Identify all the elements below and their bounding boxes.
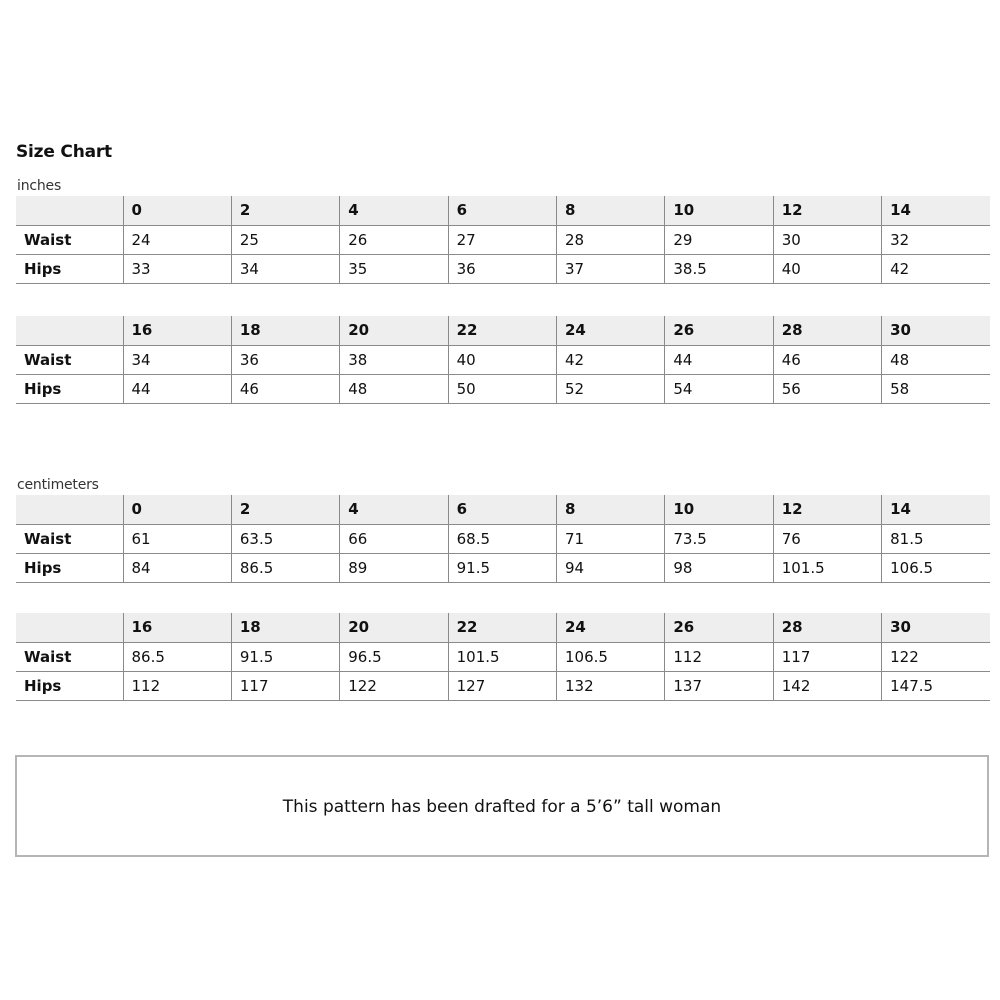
size-header-cell: 24 [557, 613, 665, 642]
size-header-cell: 30 [882, 316, 990, 345]
size-header-row [16, 316, 990, 345]
height-note-text: This pattern has been drafted for a 5’6” tall woman [282, 797, 722, 817]
measurement-value: 71 [557, 524, 665, 553]
measurement-value: 40 [448, 345, 556, 374]
measurement-row [16, 642, 990, 671]
measurement-value: 50 [448, 374, 556, 403]
measurement-value: 68.5 [448, 524, 556, 553]
measurement-value: 91.5 [231, 642, 339, 671]
measurement-value: 106.5 [557, 642, 665, 671]
measurement-value: 25 [231, 225, 339, 254]
measurement-value: 122 [340, 671, 448, 700]
measurement-value: 28 [557, 225, 665, 254]
measurement-value: 91.5 [448, 553, 556, 582]
measurement-value: 29 [665, 225, 773, 254]
size-header-cell: 8 [557, 495, 665, 524]
measurement-label: Waist [16, 225, 123, 254]
size-header-cell: 20 [340, 613, 448, 642]
centimeters-table-sizes-16-30 [16, 613, 990, 701]
measurement-row [16, 671, 990, 700]
header-corner-cell [16, 196, 123, 225]
measurement-value: 44 [665, 345, 773, 374]
measurement-value: 36 [448, 254, 556, 283]
size-header-cell: 20 [340, 316, 448, 345]
measurement-value: 122 [882, 642, 990, 671]
measurement-value: 34 [231, 254, 339, 283]
measurement-value: 117 [231, 671, 339, 700]
measurement-value: 38 [340, 345, 448, 374]
size-header-cell: 16 [123, 613, 231, 642]
size-header-cell: 2 [231, 495, 339, 524]
size-header-cell: 14 [882, 495, 990, 524]
measurement-row [16, 225, 990, 254]
measurement-value: 106.5 [882, 553, 990, 582]
measurement-label: Hips [16, 374, 123, 403]
measurement-value: 96.5 [340, 642, 448, 671]
measurement-value: 46 [773, 345, 881, 374]
size-header-row [16, 495, 990, 524]
measurement-value: 112 [665, 642, 773, 671]
size-header-cell: 6 [448, 495, 556, 524]
measurement-value: 58 [882, 374, 990, 403]
size-header-cell: 16 [123, 316, 231, 345]
size-header-cell: 30 [882, 613, 990, 642]
measurement-value: 36 [231, 345, 339, 374]
measurement-value: 46 [231, 374, 339, 403]
size-header-row [16, 196, 990, 225]
measurement-value: 37 [557, 254, 665, 283]
measurement-value: 34 [123, 345, 231, 374]
size-header-cell: 22 [448, 316, 556, 345]
measurement-value: 40 [773, 254, 881, 283]
measurement-value: 86.5 [123, 642, 231, 671]
centimeters-table-sizes-0-14 [16, 495, 990, 583]
measurement-label: Hips [16, 254, 123, 283]
size-header-cell: 26 [665, 316, 773, 345]
size-header-cell: 10 [665, 495, 773, 524]
inches-unit-label: inches [17, 178, 62, 194]
measurement-value: 86.5 [231, 553, 339, 582]
measurement-value: 52 [557, 374, 665, 403]
measurement-value: 94 [557, 553, 665, 582]
measurement-value: 84 [123, 553, 231, 582]
measurement-value: 101.5 [448, 642, 556, 671]
measurement-value: 35 [340, 254, 448, 283]
measurement-label: Hips [16, 553, 123, 582]
size-header-cell: 18 [231, 613, 339, 642]
size-header-cell: 10 [665, 196, 773, 225]
measurement-value: 76 [773, 524, 881, 553]
measurement-value: 27 [448, 225, 556, 254]
measurement-value: 101.5 [773, 553, 881, 582]
measurement-label: Hips [16, 671, 123, 700]
size-header-cell: 0 [123, 495, 231, 524]
measurement-value: 127 [448, 671, 556, 700]
measurement-value: 42 [882, 254, 990, 283]
measurement-row [16, 345, 990, 374]
measurement-value: 89 [340, 553, 448, 582]
measurement-row [16, 254, 990, 283]
size-header-cell: 4 [340, 495, 448, 524]
measurement-value: 30 [773, 225, 881, 254]
size-header-cell: 6 [448, 196, 556, 225]
size-header-cell: 0 [123, 196, 231, 225]
measurement-value: 117 [773, 642, 881, 671]
measurement-value: 142 [773, 671, 881, 700]
measurement-value: 73.5 [665, 524, 773, 553]
measurement-value: 61 [123, 524, 231, 553]
measurement-row [16, 553, 990, 582]
measurement-value: 44 [123, 374, 231, 403]
size-header-cell: 26 [665, 613, 773, 642]
size-chart-title: Size Chart [16, 142, 112, 162]
header-corner-cell [16, 613, 123, 642]
size-header-cell: 22 [448, 613, 556, 642]
inches-table-sizes-16-30 [16, 316, 990, 404]
height-note-box [15, 755, 989, 857]
measurement-value: 42 [557, 345, 665, 374]
measurement-value: 32 [882, 225, 990, 254]
size-header-cell: 2 [231, 196, 339, 225]
size-header-cell: 28 [773, 613, 881, 642]
measurement-value: 66 [340, 524, 448, 553]
measurement-value: 26 [340, 225, 448, 254]
measurement-value: 54 [665, 374, 773, 403]
header-corner-cell [16, 495, 123, 524]
measurement-label: Waist [16, 642, 123, 671]
size-header-cell: 18 [231, 316, 339, 345]
size-header-cell: 24 [557, 316, 665, 345]
size-header-cell: 12 [773, 495, 881, 524]
measurement-value: 147.5 [882, 671, 990, 700]
measurement-label: Waist [16, 524, 123, 553]
size-header-cell: 12 [773, 196, 881, 225]
measurement-value: 33 [123, 254, 231, 283]
size-header-cell: 4 [340, 196, 448, 225]
measurement-value: 98 [665, 553, 773, 582]
measurement-value: 38.5 [665, 254, 773, 283]
header-corner-cell [16, 316, 123, 345]
measurement-value: 48 [340, 374, 448, 403]
measurement-value: 81.5 [882, 524, 990, 553]
inches-table-sizes-0-14 [16, 196, 990, 284]
size-header-cell: 28 [773, 316, 881, 345]
size-header-row [16, 613, 990, 642]
measurement-row [16, 524, 990, 553]
measurement-value: 132 [557, 671, 665, 700]
measurement-value: 63.5 [231, 524, 339, 553]
measurement-row [16, 374, 990, 403]
size-header-cell: 8 [557, 196, 665, 225]
measurement-value: 48 [882, 345, 990, 374]
measurement-label: Waist [16, 345, 123, 374]
measurement-value: 112 [123, 671, 231, 700]
measurement-value: 56 [773, 374, 881, 403]
centimeters-unit-label: centimeters [17, 477, 99, 493]
measurement-value: 24 [123, 225, 231, 254]
size-header-cell: 14 [882, 196, 990, 225]
measurement-value: 137 [665, 671, 773, 700]
